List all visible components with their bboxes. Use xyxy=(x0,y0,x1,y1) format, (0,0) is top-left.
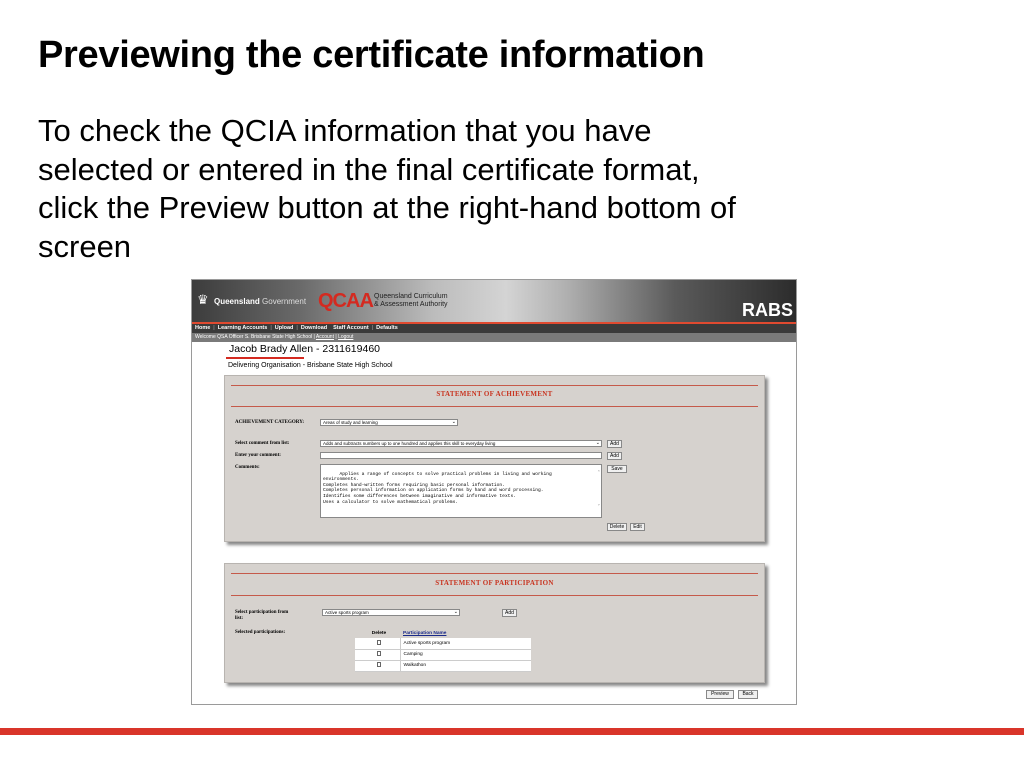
back-button[interactable]: Back xyxy=(738,690,758,699)
slide-body xyxy=(38,112,998,266)
welcome-separator: | xyxy=(313,334,316,340)
achievement-category-select[interactable] xyxy=(320,419,458,426)
add-comment-button[interactable]: Add xyxy=(607,440,622,448)
nav-home[interactable]: Home xyxy=(195,325,211,331)
participation-select[interactable] xyxy=(322,609,460,616)
slide-bottom-rule xyxy=(0,728,1024,735)
trash-icon[interactable] xyxy=(377,640,381,645)
table-row xyxy=(355,649,531,660)
select-value: Adds and subtracts numbers up to one hundred and applies this skill to everyday living xyxy=(323,441,496,446)
comments-label: Comments: xyxy=(235,465,260,470)
preview-button[interactable]: Preview xyxy=(706,690,734,699)
welcome-bar xyxy=(192,333,796,342)
slide-title: Previewing the certificate information xyxy=(38,34,705,76)
slide-body-line: To check the QCIA information that you have xyxy=(38,113,652,148)
nav-learning-accounts[interactable]: Learning Accounts xyxy=(217,325,268,331)
trash-icon[interactable] xyxy=(377,662,381,667)
qcaa-name xyxy=(374,293,448,309)
select-comment-label: Select comment from list: xyxy=(235,441,290,446)
account-link[interactable]: Account xyxy=(315,334,334,340)
selected-participations-label: Selected participations: xyxy=(235,630,286,635)
chevron-down-icon: ⌄ xyxy=(453,609,458,615)
nav-defaults[interactable]: Defaults xyxy=(376,325,398,331)
nav-separator: | xyxy=(270,325,272,331)
slide-body-line: screen xyxy=(38,228,132,264)
enter-comment-label: Enter your comment: xyxy=(235,453,281,458)
trash-icon[interactable] xyxy=(377,651,381,656)
select-value: Active sports program xyxy=(325,610,369,615)
participation-name-cell: Active sports program xyxy=(400,638,531,649)
comment-input[interactable] xyxy=(320,452,602,459)
delete-cell xyxy=(355,649,400,660)
student-name-underline xyxy=(226,357,304,359)
qcaa-logo: QCAA xyxy=(318,290,373,312)
rabs-screenshot xyxy=(191,279,797,705)
panel-rule xyxy=(231,595,758,596)
qld-bold: Queensland xyxy=(214,297,260,306)
rabs-logo: RABS xyxy=(741,300,793,320)
select-value: Areas of study and learning xyxy=(323,420,378,425)
logout-link[interactable]: Logout xyxy=(338,334,354,340)
delete-cell xyxy=(355,638,400,649)
panel-rule xyxy=(231,406,758,407)
comments-textarea[interactable] xyxy=(320,464,602,518)
save-comments-button[interactable]: Save xyxy=(607,465,627,473)
participation-title: STATEMENT OF PARTICIPATION xyxy=(435,579,554,587)
delete-comment-button[interactable]: Delete xyxy=(607,523,627,531)
select-participation-label-line: list: xyxy=(235,616,244,621)
achievement-panel xyxy=(224,375,765,542)
panel-rule xyxy=(231,385,758,386)
nav-download[interactable]: Download xyxy=(300,325,328,331)
table-header-row xyxy=(355,629,531,638)
queensland-crest-icon: ♛ xyxy=(197,292,209,307)
qcaa-name-line: Queensland Curriculum xyxy=(374,293,448,300)
chevron-down-icon: ⌄ xyxy=(595,440,600,446)
slide-body-line: selected or entered in the final certificate format, xyxy=(38,151,700,187)
panel-rule xyxy=(231,573,758,574)
table-row xyxy=(355,638,531,649)
welcome-text: Welcome QSA Officer S. Brisbane State High School xyxy=(195,334,313,340)
comments-text: Applies a range of concepts to solve practical problems in living and working environments. Completes hand-written forms requiring basic personal information. Completes personal information on application forms by hand and word processing. Identifies some differences between imaginative and informative texts. Uses a calculator to solve mathematical problems. xyxy=(323,471,552,505)
scroll-up-icon[interactable]: ⌃ xyxy=(597,471,600,475)
participation-name-column-header[interactable]: Participation Name xyxy=(400,629,531,638)
nav-staff-account[interactable]: Staff Account xyxy=(333,325,369,331)
nav-separator: | xyxy=(371,325,374,331)
student-name: Jacob Brady Allen - 2311619460 xyxy=(229,343,380,355)
nav-separator: | xyxy=(296,325,298,331)
participation-name-cell: Camping xyxy=(400,649,531,660)
achievement-title: STATEMENT OF ACHIEVEMENT xyxy=(436,390,553,398)
achievement-category-label: ACHIEVEMENT CATEGORY: xyxy=(235,420,305,425)
qld-light: Government xyxy=(262,297,307,306)
add-own-comment-button[interactable]: Add xyxy=(607,452,622,460)
nav-separator: | xyxy=(213,325,215,331)
add-participation-button[interactable]: Add xyxy=(502,609,517,617)
delivering-organisation: Delivering Organisation - Brisbane State High School xyxy=(228,362,393,369)
table-row xyxy=(355,660,531,671)
participation-panel xyxy=(224,563,765,683)
chevron-down-icon: ⌄ xyxy=(451,419,456,425)
welcome-separator: | xyxy=(335,334,339,340)
edit-comment-button[interactable]: Edit xyxy=(630,523,645,531)
nav-upload[interactable]: Upload xyxy=(274,325,294,331)
participations-table xyxy=(355,629,531,672)
delete-column-header: Delete xyxy=(355,629,400,638)
qcaa-name-line: & Assessment Authority xyxy=(374,301,448,308)
queensland-government-logo xyxy=(214,297,306,306)
participation-name-cell: Walkathon xyxy=(400,660,531,671)
comment-select[interactable] xyxy=(320,440,602,447)
select-participation-label-line: Select participation from xyxy=(235,610,289,615)
select-participation-label xyxy=(235,610,288,622)
delete-cell xyxy=(355,660,400,671)
scroll-down-icon[interactable]: ⌄ xyxy=(597,503,600,507)
app-banner xyxy=(192,280,796,322)
slide-body-line: click the Preview button at the right-hand bottom of xyxy=(38,190,736,225)
main-nav xyxy=(192,324,796,333)
